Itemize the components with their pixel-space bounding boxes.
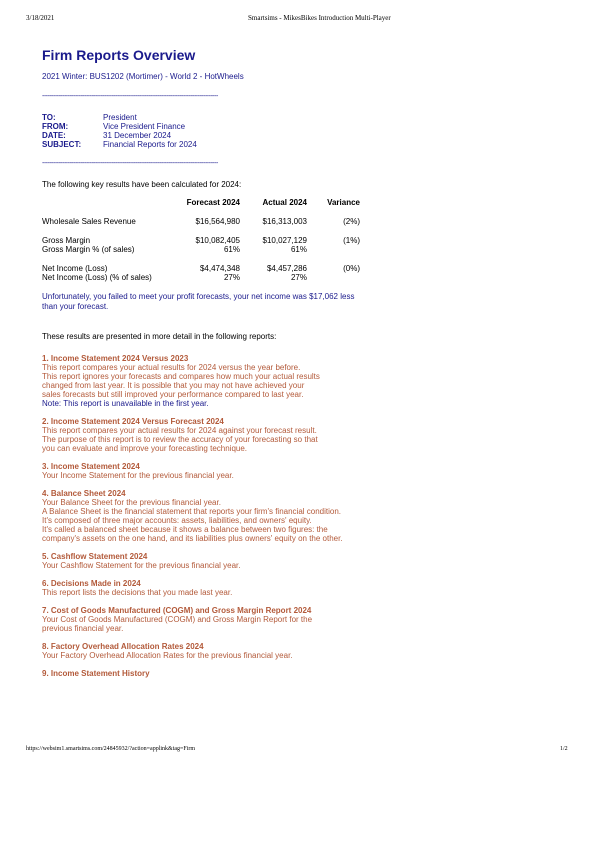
variance-value: (0%) — [343, 264, 360, 273]
report-item[interactable] — [42, 642, 382, 660]
report-description: The purpose of this report is to review the accuracy of your forecasting so that — [42, 435, 318, 444]
row-label: Net Income (Loss) (% of sales) — [42, 273, 152, 282]
report-title-link[interactable]: 4. Balance Sheet 2024 — [42, 489, 126, 498]
report-item[interactable] — [42, 489, 382, 543]
report-description: This report lists the decisions that you made last year. — [42, 588, 233, 597]
table-row — [42, 264, 360, 273]
results-intro: The following key results have been calculated for 2024: — [42, 180, 242, 189]
row-label: Net Income (Loss) — [42, 264, 108, 273]
variance-value — [307, 245, 360, 254]
report-item[interactable] — [42, 579, 382, 597]
report-description: sales forecasts but still improved your performance compared to last year. — [42, 390, 304, 399]
forecast-value: 61% — [223, 245, 240, 254]
column-header-forecast: Forecast 2024 — [186, 198, 240, 207]
report-item[interactable] — [42, 354, 382, 408]
memo-value: President — [103, 113, 137, 122]
memo-label: TO: — [42, 113, 56, 122]
report-description: company's assets on the one hand, and its liabilities plus owners' equity on the other. — [42, 534, 343, 543]
column-header — [42, 198, 170, 217]
report-item[interactable] — [42, 462, 382, 480]
report-description: you can evaluate and improve your forecasting technique. — [42, 444, 248, 453]
report-item[interactable] — [42, 669, 382, 678]
variance-value: (1%) — [343, 236, 360, 245]
variance-value — [307, 273, 360, 282]
divider: ------------------------------------------------------------------------------------------------ — [42, 160, 218, 167]
row-label: Gross Margin % (of sales) — [42, 245, 135, 254]
report-title-link[interactable]: 5. Cashflow Statement 2024 — [42, 552, 148, 561]
memo-row-from — [42, 122, 382, 131]
report-description: Your Cost of Goods Manufactured (COGM) and Gross Margin Report for the — [42, 615, 313, 624]
report-item[interactable] — [42, 552, 382, 570]
report-note: Note: This report is unavailable in the first year. — [42, 399, 209, 408]
report-description: changed from last year. It is possible that you may not have achieved your — [42, 381, 305, 390]
report-description: A Balance Sheet is the financial statement that reports your firm's financial condition. — [42, 507, 342, 516]
report-description: Your Income Statement for the previous financial year. — [42, 471, 234, 480]
report-description: Your Factory Overhead Allocation Rates for the previous financial year. — [42, 651, 293, 660]
print-date: 3/18/2021 — [26, 14, 55, 22]
table-row — [42, 245, 360, 254]
report-title-link[interactable]: 9. Income Statement History — [42, 669, 150, 678]
report-description: This report compares your actual results for 2024 versus the year before. — [42, 363, 301, 372]
table-header-row — [42, 198, 360, 217]
forecast-value: $16,564,980 — [195, 217, 240, 226]
report-title-link[interactable]: 1. Income Statement 2024 Versus 2023 — [42, 354, 189, 363]
variance-value: (2%) — [343, 217, 360, 226]
report-description: This report ignores your forecasts and compares how much your actual results — [42, 372, 320, 381]
memo-row-subject — [42, 140, 382, 149]
table-row — [42, 217, 360, 226]
game-subtitle: 2021 Winter: BUS1202 (Mortimer) - World 2 - HotWheels — [42, 72, 244, 81]
report-list — [42, 354, 382, 678]
report-description: It's called a balanced sheet because it shows a balance between two figures: the — [42, 525, 328, 534]
report-description: previous financial year. — [42, 624, 124, 633]
row-label: Wholesale Sales Revenue — [42, 217, 136, 226]
report-item[interactable] — [42, 606, 382, 633]
forecast-message: Unfortunately, you failed to meet your profit forecasts, your net income was $17,062 less than your forecast. — [42, 292, 355, 311]
page-title: Firm Reports Overview — [42, 47, 196, 63]
report-title-link[interactable]: 8. Factory Overhead Allocation Rates 2024 — [42, 642, 204, 651]
memo-row-date — [42, 131, 382, 140]
print-url: https://websim1.smartsims.com/24845932/?action=applink&tag=Firm — [26, 746, 196, 752]
print-page-number: 1/2 — [560, 746, 568, 752]
report-title-link[interactable]: 6. Decisions Made in 2024 — [42, 579, 141, 588]
memo-value: 31 December 2024 — [103, 131, 172, 140]
table-row — [42, 273, 360, 282]
report-description: This report compares your actual results for 2024 against your forecast result. — [42, 426, 317, 435]
report-description: Your Cashflow Statement for the previous financial year. — [42, 561, 241, 570]
memo-label: SUBJECT: — [42, 140, 82, 149]
report-overview — [42, 46, 382, 687]
print-page-title: Smartsims - MikesBikes Introduction Multi-Player — [248, 14, 391, 22]
forecast-value: $4,474,348 — [199, 264, 240, 273]
divider: ------------------------------------------------------------------------------------------------ — [42, 93, 218, 100]
memo-block — [42, 113, 382, 149]
memo-value: Vice President Finance — [103, 122, 186, 131]
report-title-link[interactable]: 7. Cost of Goods Manufactured (COGM) and Gross Margin Report 2024 — [42, 606, 312, 615]
key-results-table — [42, 198, 360, 282]
memo-label: DATE: — [42, 131, 66, 140]
reports-intro: These results are presented in more detail in the following reports: — [42, 332, 277, 341]
report-item[interactable] — [42, 417, 382, 453]
column-header-variance: Variance — [327, 198, 360, 207]
table-row — [42, 236, 360, 245]
report-description: Your Balance Sheet for the previous financial year. — [42, 498, 221, 507]
actual-value: $10,027,129 — [262, 236, 307, 245]
actual-value: 27% — [290, 273, 307, 282]
column-header-actual: Actual 2024 — [262, 198, 307, 207]
report-title-link[interactable]: 3. Income Statement 2024 — [42, 462, 140, 471]
actual-value: 61% — [290, 245, 307, 254]
row-label: Gross Margin — [42, 236, 91, 245]
actual-value: $4,457,286 — [266, 264, 307, 273]
memo-value: Financial Reports for 2024 — [103, 140, 197, 149]
memo-row-to — [42, 113, 382, 122]
report-title-link[interactable]: 2. Income Statement 2024 Versus Forecast 2024 — [42, 417, 224, 426]
memo-label: FROM: — [42, 122, 69, 131]
forecast-value: $10,082,405 — [195, 236, 240, 245]
actual-value: $16,313,003 — [262, 217, 307, 226]
forecast-value: 27% — [223, 273, 240, 282]
report-description: It's composed of three major accounts: assets, liabilities, and owners' equity. — [42, 516, 312, 525]
